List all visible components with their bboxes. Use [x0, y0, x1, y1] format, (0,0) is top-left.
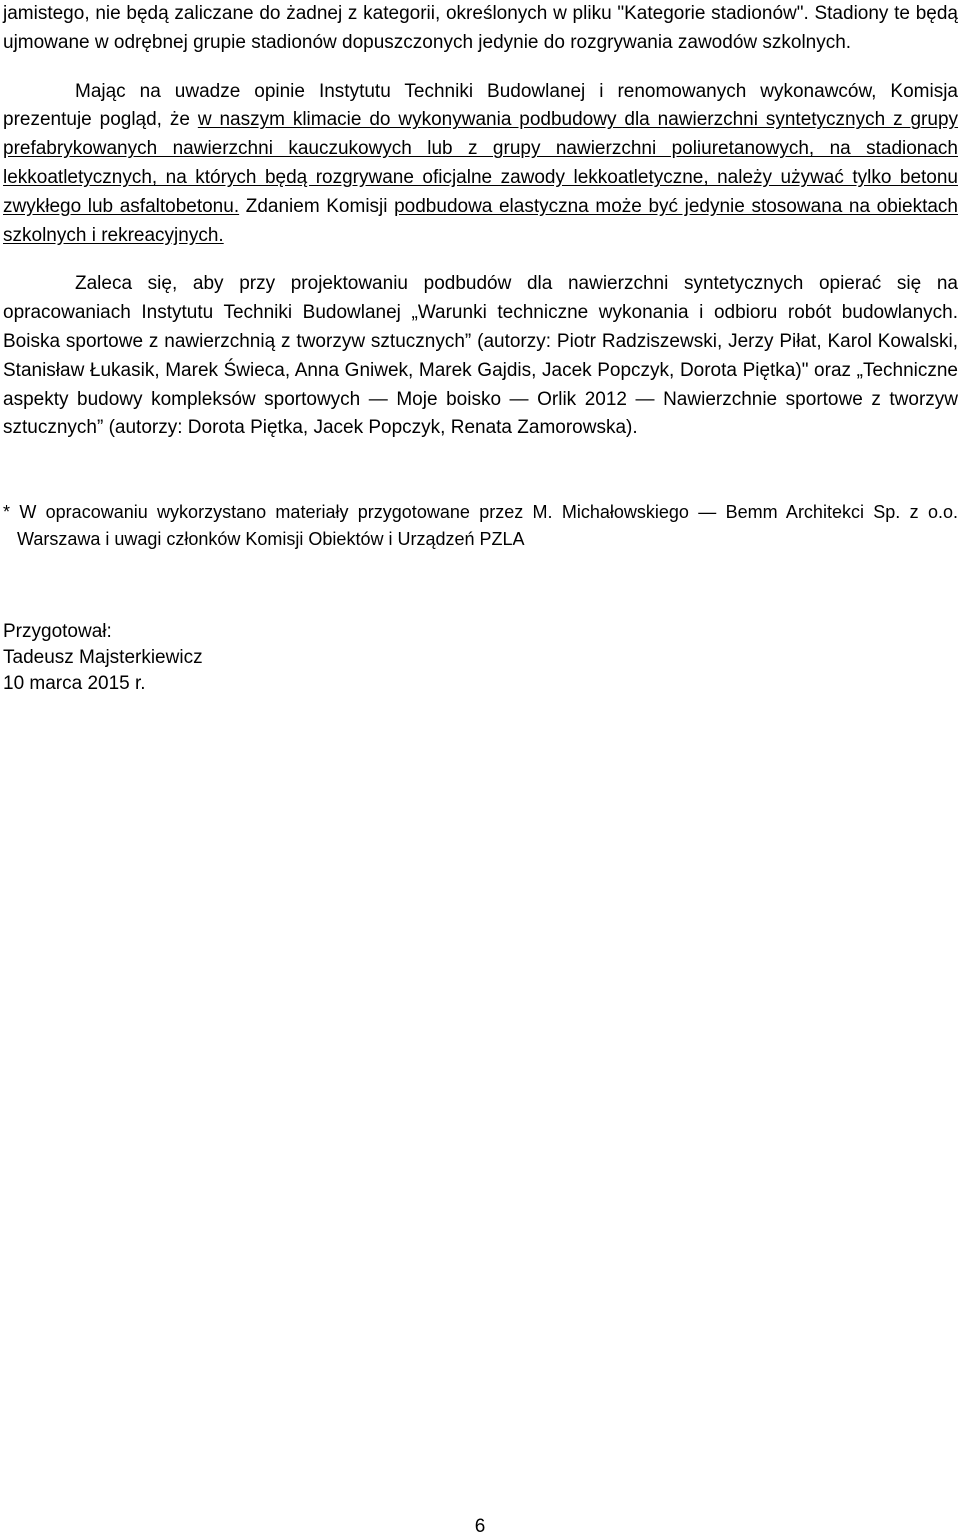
- footnote: * W opracowaniu wykorzystano materiały przygotowane przez M. Michałowskiego ― Bemm Architekci Sp. z o.o. Warszawa i uwagi członków Komisji Obiektów i Urządzeń PZLA: [3, 502, 958, 550]
- spacer: [3, 58, 958, 78]
- signature-name: Tadeusz Majsterkiewicz: [3, 647, 203, 669]
- page-number: 6: [474, 1516, 486, 1537]
- signature-label: Przygotował:: [3, 621, 112, 643]
- paragraph-continuation: jamistego, nie będą zaliczane do żadnej z kategorii, określonych w pliku "Kategorie stadionów". Stadiony te będą ujmowane w odrębnej grupie stadionów dopuszczonych jedynie do rozgrywania zawodów szkolnych.: [3, 3, 958, 53]
- paragraph-design-recommendation: Zaleca się, aby przy projektowaniu podbudów dla nawierzchni syntetycznych opierać się na opracowaniach Instytutu Techniki Budowlanej „Warunki techniczne wykonania i odbioru robót budowlanych. Boiska sportowe z nawierzchnią z tworzyw sztucznych” (autorzy: Piotr Radziszewski, Jerzy Piłat, Karol Kowalski, Stanisław Łukasik, Marek Świeca, Anna Gniwek, Marek Gajdis, Jacek Popczyk, Dorota Piętka)" oraz „Techniczne aspekty budowy kompleksów sportowych ― Moje boisko ― Orlik 2012 ― Nawierzchnie sportowe z tworzyw sztucznych” (autorzy: Dorota Piętka, Jacek Popczyk, Renata Zamorowska).: [3, 273, 958, 439]
- signature-block: [3, 619, 958, 697]
- spacer: [3, 443, 958, 499]
- signature-date: 10 marca 2015 r.: [3, 673, 146, 695]
- paragraph-commission-opinion: [3, 78, 958, 251]
- paragraph-middle-text: Zdaniem Komisji: [239, 195, 395, 217]
- spacer: [3, 553, 958, 619]
- document-page: [3, 0, 958, 697]
- underlined-recommendation: w naszym klimacie do wykonywania podbudowy dla nawierzchni syntetycznych z grupy prefabrykowanych nawierzchni kauczukowych lub z grupy nawierzchni poliuretanowych, na stadionach lekkoatletycznych, na których będą rozgrywane oficjalne zawody lekkoatletyczne, należy używać tylko betonu zwykłego lub asfaltobetonu.: [3, 109, 959, 217]
- underlined-elastic-base-note: podbudowa elastyczna może być jedynie stosowana na obiektach szkolnych i rekreacyjnych.: [3, 195, 958, 246]
- spacer: [3, 250, 958, 270]
- paragraph-lead-text: Mając na uwadze opinie Instytutu Techniki Budowlanej i renomowanych wykonawców, Komisja prezentuje pogląd, że: [3, 80, 958, 131]
